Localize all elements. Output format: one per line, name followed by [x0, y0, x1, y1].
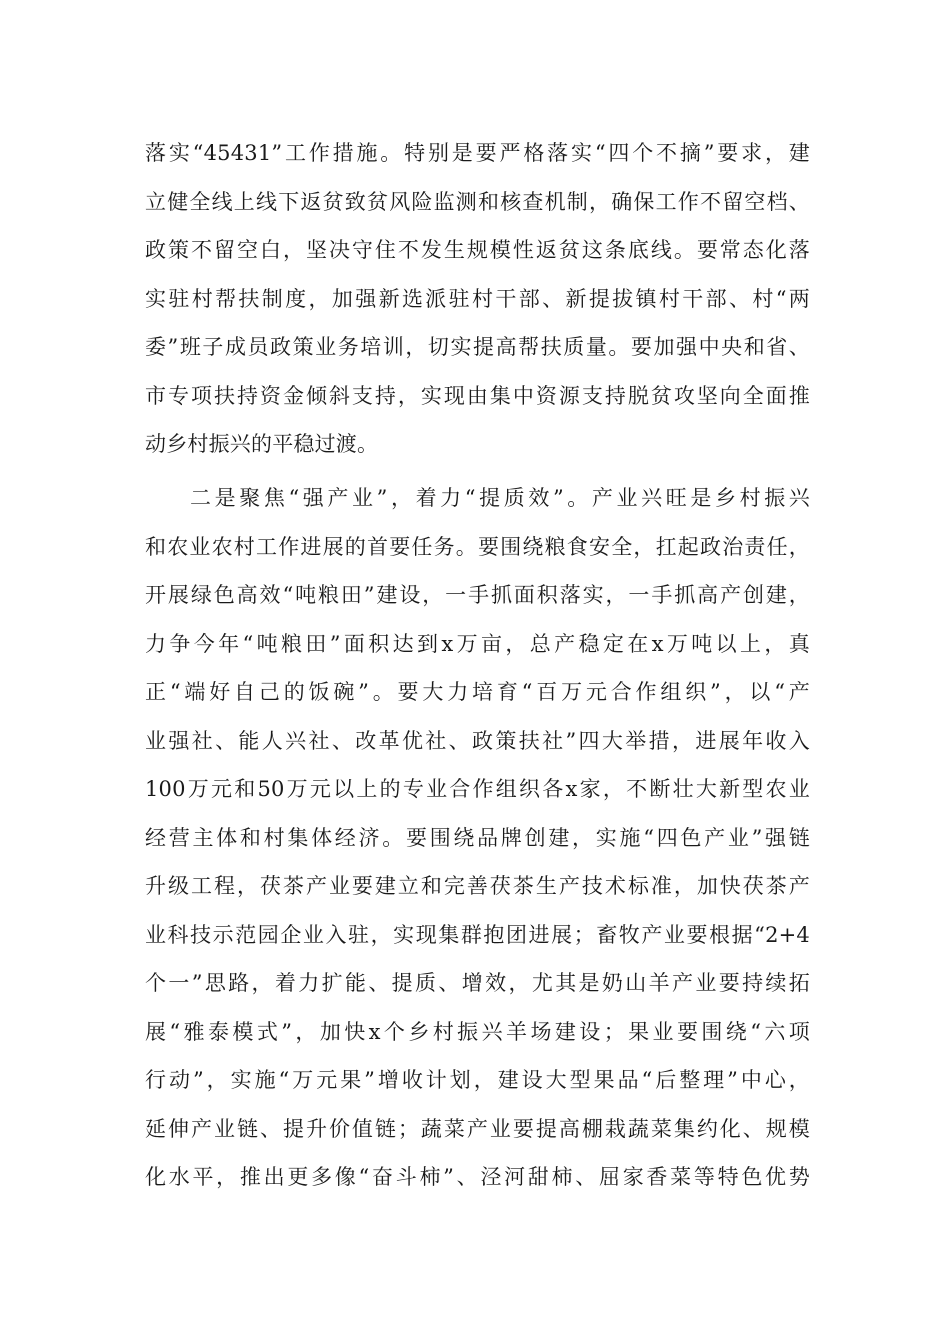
paragraph-2-line-11: 个一”思路，着力扩能、提质、增效，尤其是奶山羊产业要持续拓	[145, 971, 810, 995]
paragraph-2-line-5: 正“端好自己的饭碗”。要大力培育“百万元合作组织”，以“产	[145, 680, 810, 704]
paragraph-1-line-4: 实驻村帮扶制度，加强新选派驻村干部、新提拔镇村干部、村“两	[145, 287, 810, 311]
paragraph-1-line-1: 落实“45431”工作措施。特别是要严格落实“四个不摘”要求，建	[145, 141, 810, 165]
paragraph-2-line-13: 行动”，实施“万元果”增收计划，建设大型果品“后整理”中心，	[145, 1068, 810, 1092]
paragraph-1-line-7: 动乡村振兴的平稳过渡。	[145, 432, 379, 456]
paragraph-1-line-6: 市专项扶持资金倾斜支持，实现由集中资源支持脱贫攻坚向全面推	[145, 384, 810, 408]
paragraph-2-line-9: 升级工程，茯茶产业要建立和完善茯茶生产技术标准，加快茯茶产	[145, 874, 810, 898]
paragraph-2-line-1: 二是聚焦“强产业”，着力“提质效”。产业兴旺是乡村振兴	[190, 486, 810, 510]
paragraph-2-line-14: 延伸产业链、提升价值链；蔬菜产业要提高棚栽蔬菜集约化、规模	[145, 1117, 810, 1141]
paragraph-2-line-10: 业科技示范园企业入驻，实现集群抱团进展；畜牧产业要根据“2+4	[145, 923, 810, 947]
paragraph-2-line-8: 经营主体和村集体经济。要围绕品牌创建，实施“四色产业”强链	[145, 826, 810, 850]
paragraph-2-line-4: 力争今年“吨粮田”面积达到x万亩，总产稳定在x万吨以上，真	[145, 632, 810, 656]
paragraph-1-line-5: 委”班子成员政策业务培训，切实提高帮扶质量。要加强中央和省、	[145, 335, 810, 359]
paragraph-2-line-15: 化水平，推出更多像“奋斗柿”、泾河甜柿、屈家香菜等特色优势	[145, 1165, 810, 1189]
paragraph-2-line-3: 开展绿色高效“吨粮田”建设，一手抓面积落实，一手抓高产创建，	[145, 583, 810, 607]
paragraph-2-line-6: 业强社、能人兴社、改革优社、政策扶社”四大举措，进展年收入	[145, 729, 810, 753]
paragraph-2-line-7: 100万元和50万元以上的专业合作组织各x家，不断壮大新型农业	[145, 777, 810, 801]
paragraph-2-line-12: 展“雅泰模式”，加快x个乡村振兴羊场建设；果业要围绕“六项	[145, 1020, 810, 1044]
paragraph-2-line-2: 和农业农村工作进展的首要任务。要围绕粮食安全，扛起政治责任，	[145, 535, 810, 559]
paragraph-1-line-3: 政策不留空白，坚决守住不发生规模性返贫这条底线。要常态化落	[145, 238, 810, 262]
paragraph-1-line-2: 立健全线上线下返贫致贫风险监测和核查机制，确保工作不留空档、	[145, 190, 810, 214]
